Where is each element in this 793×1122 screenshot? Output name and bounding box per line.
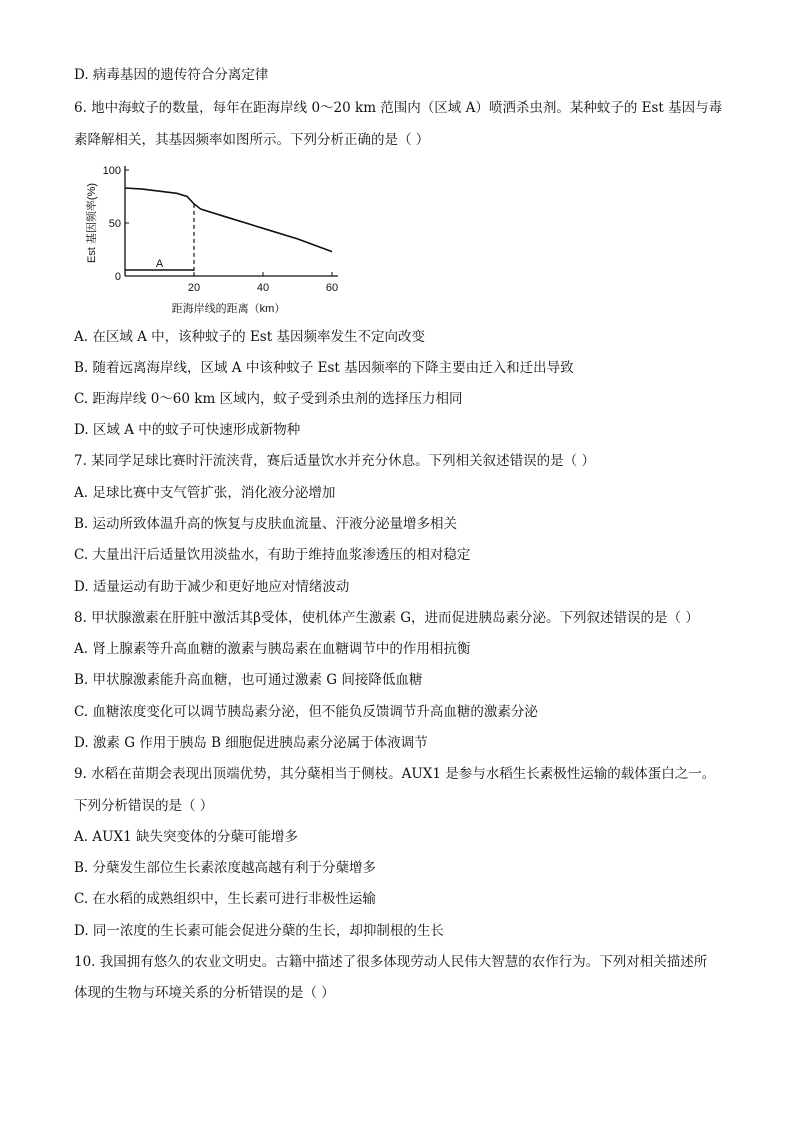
chart-x-label: 距海岸线的距离（km）	[171, 303, 286, 315]
chart-y-label: Est 基因频率(%)	[85, 182, 98, 264]
option-d-q6: D. 区域 A 中的蚊子可快速形成新物种	[74, 422, 301, 438]
chart-svg	[80, 158, 350, 322]
option-a-q9: A. AUX1 缺失突变体的分蘖可能增多	[74, 829, 298, 845]
question-9-stem-line2: 下列分析错误的是（ ）	[74, 798, 214, 814]
option-a-q7: A. 足球比赛中支气管扩张，消化液分泌增加	[74, 485, 336, 501]
option-d-q9: D. 同一浓度的生长素可能会促进分蘖的生长，却抑制根的生长	[74, 923, 444, 939]
option-d-q7: D. 适量运动有助于减少和更好地应对情绪波动	[74, 579, 350, 595]
option-b-q8: B. 甲状腺激素能升高血糖，也可通过激素 G 间接降低血糖	[74, 672, 423, 688]
y-tick-label: 100	[102, 165, 121, 177]
option-b-q6: B. 随着远离海岸线，区域 A 中该种蚊子 Est 基因频率的下降主要由迁入和迁出导致	[74, 360, 574, 376]
region-a-label: A	[155, 258, 164, 270]
question-9-stem-line1: 9. 水稻在苗期会表现出顶端优势，其分蘖相当于侧枝。AUX1 是参与水稻生长素极性运输的载体蛋白之一。	[74, 766, 716, 782]
option-b-q9: B. 分蘖发生部位生长素浓度越高越有利于分蘖增多	[74, 860, 377, 876]
option-d-q8: D. 激素 G 作用于胰岛 B 细胞促进胰岛素分泌属于体液调节	[74, 735, 428, 751]
est-frequency-chart	[80, 158, 350, 322]
y-tick-label: 0	[114, 271, 121, 283]
option-c-q6: C. 距海岸线 0～60 km 区域内，蚊子受到杀虫剂的选择压力相同	[74, 391, 463, 407]
series-line-est	[125, 188, 332, 252]
option-d-q5: D. 病毒基因的遗传符合分离定律	[74, 67, 269, 83]
question-7-stem: 7. 某同学足球比赛时汗流浃背，赛后适量饮水并充分休息。下列相关叙述错误的是（ ）	[74, 453, 595, 469]
chart-ticks	[103, 165, 338, 294]
y-tick-label: 50	[108, 218, 121, 230]
option-c-q7: C. 大量出汗后适量饮用淡盐水，有助于维持血浆渗透压的相对稳定	[74, 547, 471, 563]
question-8-stem: 8. 甲状腺激素在肝脏中激活其β受体，使机体产生激素 G，进而促进胰岛素分泌。下列叙述错误的是（ ）	[74, 610, 699, 626]
question-10-stem-line1: 10. 我国拥有悠久的农业文明史。古籍中描述了很多体现劳动人民伟大智慧的农作行为。下列对相关描述所	[74, 954, 708, 970]
question-10-stem-line2: 体现的生物与环境关系的分析错误的是（ ）	[74, 985, 335, 1001]
question-6-stem-line2: 素降解相关，其基因频率如图所示。下列分析正确的是（ ）	[74, 132, 430, 148]
option-a-q6: A. 在区域 A 中，该种蚊子的 Est 基因频率发生不定向改变	[74, 329, 425, 345]
option-a-q8: A. 肾上腺素等升高血糖的激素与胰岛素在血糖调节中的作用相抗衡	[74, 641, 471, 657]
x-tick-label: 20	[187, 282, 201, 294]
question-6-stem-line1: 6. 地中海蚊子的数量，每年在距海岸线 0～20 km 范围内（区域 A）喷洒杀虫剂。某种蚊子的 Est 基因与毒	[74, 100, 723, 116]
option-c-q9: C. 在水稻的成熟组织中，生长素可进行非极性运输	[74, 891, 376, 907]
option-c-q8: C. 血糖浓度变化可以调节胰岛素分泌，但不能负反馈调节升高血糖的激素分泌	[74, 704, 538, 720]
x-tick-label: 60	[325, 282, 339, 294]
x-tick-label: 40	[256, 282, 270, 294]
option-b-q7: B. 运动所致体温升高的恢复与皮肤血流量、汗液分泌量增多相关	[74, 516, 458, 532]
